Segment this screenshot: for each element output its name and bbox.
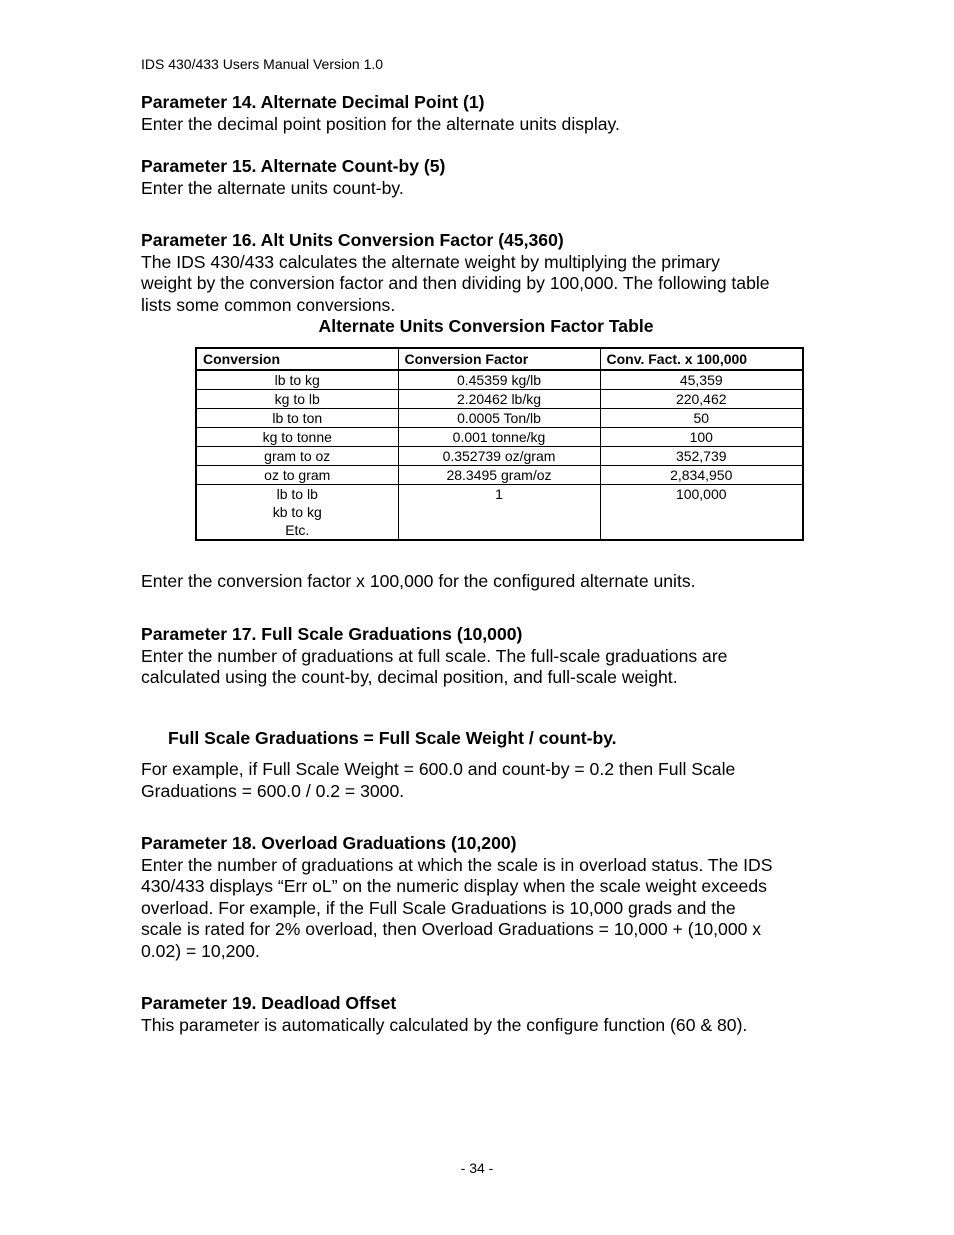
page-header: IDS 430/433 Users Manual Version 1.0 (141, 56, 384, 72)
param-18-line: 430/433 displays “Err oL” on the numeric display when the scale weight exceeds (141, 876, 767, 896)
param-19-text: This parameter is automatically calculated by the configure function (60 & 80). (141, 1014, 748, 1035)
table-cell: 220,462 (600, 390, 803, 409)
section-param-15 (141, 156, 831, 199)
table-cell: 0.001 tonne/kg (398, 428, 600, 447)
param-16-after-text: Enter the conversion factor x 100,000 for the configured alternate units. (141, 571, 696, 591)
param-14-heading: Parameter 14. Alternate Decimal Point (1) (141, 92, 485, 112)
param-15-heading: Parameter 15. Alternate Count-by (5) (141, 156, 446, 176)
param-18-line: scale is rated for 2% overload, then Overload Graduations = 10,000 + (10,000 x (141, 919, 762, 939)
table-caption: Alternate Units Conversion Factor Table (318, 316, 654, 336)
table-row (196, 428, 803, 447)
table-cell: lb to ton (196, 409, 398, 428)
table-row (196, 447, 803, 466)
param-18-line: 0.02) = 10,200. (141, 940, 260, 961)
example-line: For example, if Full Scale Weight = 600.0 and count-by = 0.2 then Full Scale (141, 759, 736, 779)
column-header: Conversion (196, 348, 398, 370)
column-header: Conversion Factor (398, 348, 600, 370)
param-19-heading: Parameter 19. Deadload Offset (141, 993, 397, 1013)
table-cell: 100,000 (600, 485, 803, 541)
formula: Full Scale Graduations = Full Scale Weight / count-by. (168, 728, 617, 748)
table-header-row (196, 348, 803, 370)
param-18-line: overload. For example, if the Full Scale Graduations is 10,000 grads and the (141, 897, 736, 918)
section-param-16 (141, 230, 831, 316)
param-14-text: Enter the decimal point position for the alternate units display. (141, 113, 620, 134)
table-row-multi (196, 485, 803, 541)
param-15-text: Enter the alternate units count-by. (141, 177, 404, 198)
conversion-line: lb to lb (276, 486, 318, 502)
table-cell: oz to gram (196, 466, 398, 485)
conversion-line: Etc. (285, 522, 310, 538)
table-cell: 0.352739 oz/gram (398, 447, 600, 466)
table-cell: 45,359 (600, 370, 803, 390)
param-16-line: The IDS 430/433 calculates the alternate weight by multiplying the primary (141, 251, 720, 272)
table-cell: 2.20462 lb/kg (398, 390, 600, 409)
table-cell: 28.3495 gram/oz (398, 466, 600, 485)
conversion-line: kb to kg (272, 504, 322, 520)
conversion-table (195, 347, 804, 541)
param-16-line: weight by the conversion factor and then dividing by 100,000. The following table (141, 273, 770, 293)
param-17-line: Enter the number of graduations at full scale. The full-scale graduations are (141, 645, 728, 666)
table-cell: lb to kg (196, 370, 398, 390)
table-row (196, 409, 803, 428)
table-cell: 0.0005 Ton/lb (398, 409, 600, 428)
table-row (196, 466, 803, 485)
param-17-line: calculated using the count-by, decimal position, and full-scale weight. (141, 667, 678, 687)
param-16-after (141, 571, 831, 593)
table-cell (196, 485, 398, 541)
table-cell: 2,834,950 (600, 466, 803, 485)
table-cell: kg to lb (196, 390, 398, 409)
param-16-line: lists some common conversions. (141, 294, 396, 315)
param-16-heading: Parameter 16. Alt Units Conversion Factor (45,360) (141, 230, 564, 250)
table-cell: 0.45359 kg/lb (398, 370, 600, 390)
section-param-14 (141, 92, 831, 135)
param-17-heading: Parameter 17. Full Scale Graduations (10,000) (141, 624, 523, 644)
table-row (196, 370, 803, 390)
table-cell: 100 (600, 428, 803, 447)
column-header: Conv. Fact. x 100,000 (600, 348, 803, 370)
section-param-19 (141, 993, 831, 1036)
table-cell: 352,739 (600, 447, 803, 466)
table-cell: 1 (398, 485, 600, 541)
example-line: Graduations = 600.0 / 0.2 = 3000. (141, 780, 405, 801)
table-cell: kg to tonne (196, 428, 398, 447)
param-18-heading: Parameter 18. Overload Graduations (10,200) (141, 833, 517, 853)
example-block (141, 759, 831, 802)
param-18-line: Enter the number of graduations at which the scale is in overload status. The IDS (141, 854, 773, 875)
section-param-18 (141, 833, 831, 962)
section-param-17 (141, 624, 831, 689)
page-number: - 34 - (460, 1160, 494, 1176)
table-cell: 50 (600, 409, 803, 428)
table-row (196, 390, 803, 409)
table-cell: gram to oz (196, 447, 398, 466)
